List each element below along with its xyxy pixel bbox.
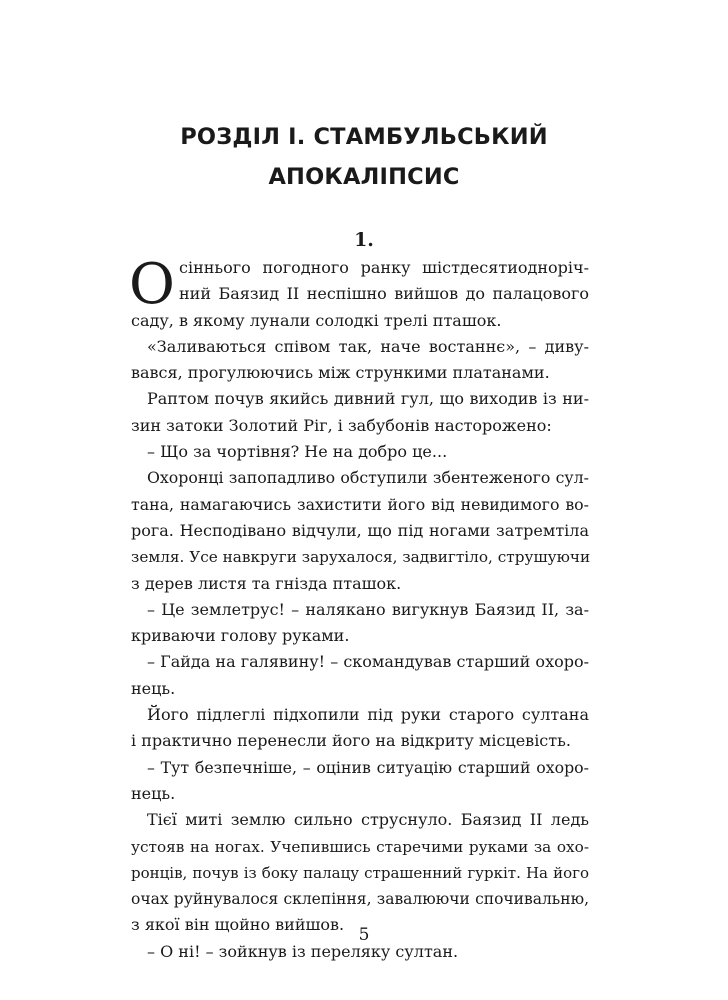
- text-line: зин затоки Золотий Ріг, і забубонів насторожено:: [131, 415, 552, 435]
- text-line: сіннього погодного ранку шістдесятиодноріч-: [179, 258, 589, 277]
- text-line: з дерев листя та гнізда пташок.: [131, 573, 402, 593]
- text-line: – Це землетрус! – налякано вигукнув Баязид ІІ, за-: [147, 599, 589, 619]
- text-line: саду, в якому лунали солодкі трелі пташок.: [131, 310, 502, 330]
- text-line: земля. Усе навкруги зарухалося, задвигтіло, струшуючи: [131, 548, 591, 567]
- text-line: Охоронці запопадливо обступили збентеженого сул-: [147, 468, 589, 488]
- text-line: Тієї миті землю сильно струснуло. Баязид ІІ ледь: [147, 810, 589, 830]
- page-number: 5: [358, 925, 370, 945]
- text-line: тана, намагаючись захистити його від невидимого во-: [131, 494, 589, 514]
- drop-cap-letter: О: [129, 252, 175, 317]
- body-text: [129, 252, 591, 965]
- text-line: криваючи голову руками.: [131, 626, 350, 646]
- text-line: Його підлеглі підхопили під руки старого султана: [147, 705, 589, 725]
- text-line: устояв на ногах. Учепившись старечими руками за охо-: [131, 837, 589, 856]
- text-line: – Тут безпечніше, – оцінив ситуацію старший охоро-: [147, 757, 589, 777]
- text-line: – О ні! – зойкнув із переляку султан.: [147, 941, 459, 961]
- text-line: рога. Несподівано відчули, що під ногами затремтіла: [131, 520, 589, 540]
- chapter-title: [0, 117, 728, 197]
- section-number: 1.: [354, 229, 374, 251]
- chapter-title-line-1: РОЗДІЛ І. СТАМБУЛЬСЬКИЙ: [180, 124, 548, 150]
- text-line: – Що за чортівня? Не на добро це...: [147, 442, 448, 462]
- text-line: нець.: [131, 678, 176, 698]
- chapter-title-line-2: АПОКАЛІПСИС: [268, 164, 460, 190]
- text-line: Раптом почув якийсь дивний гул, що виходив із ни-: [147, 389, 589, 409]
- text-line: і практично перенесли його на відкриту місцевість.: [131, 731, 571, 751]
- text-line: очах руйнувалося склепіння, завалюючи спочивальню,: [131, 890, 589, 909]
- text-line: «Заливаються співом так, наче востаннє», – диву-: [147, 336, 589, 356]
- text-line: ронців, почув із боку палацу страшенний гуркіт. На його: [131, 863, 589, 882]
- text-line: з якої він щойно вийшов.: [131, 915, 345, 935]
- text-line: вався, прогулюючись між стрункими платанами.: [131, 363, 550, 383]
- text-line: – Гайда на галявину! – скомандував старший охоро-: [147, 652, 589, 672]
- text-line: нець.: [131, 783, 176, 803]
- text-line: ний Баязид ІІ неспішно вийшов до палацового: [179, 284, 589, 304]
